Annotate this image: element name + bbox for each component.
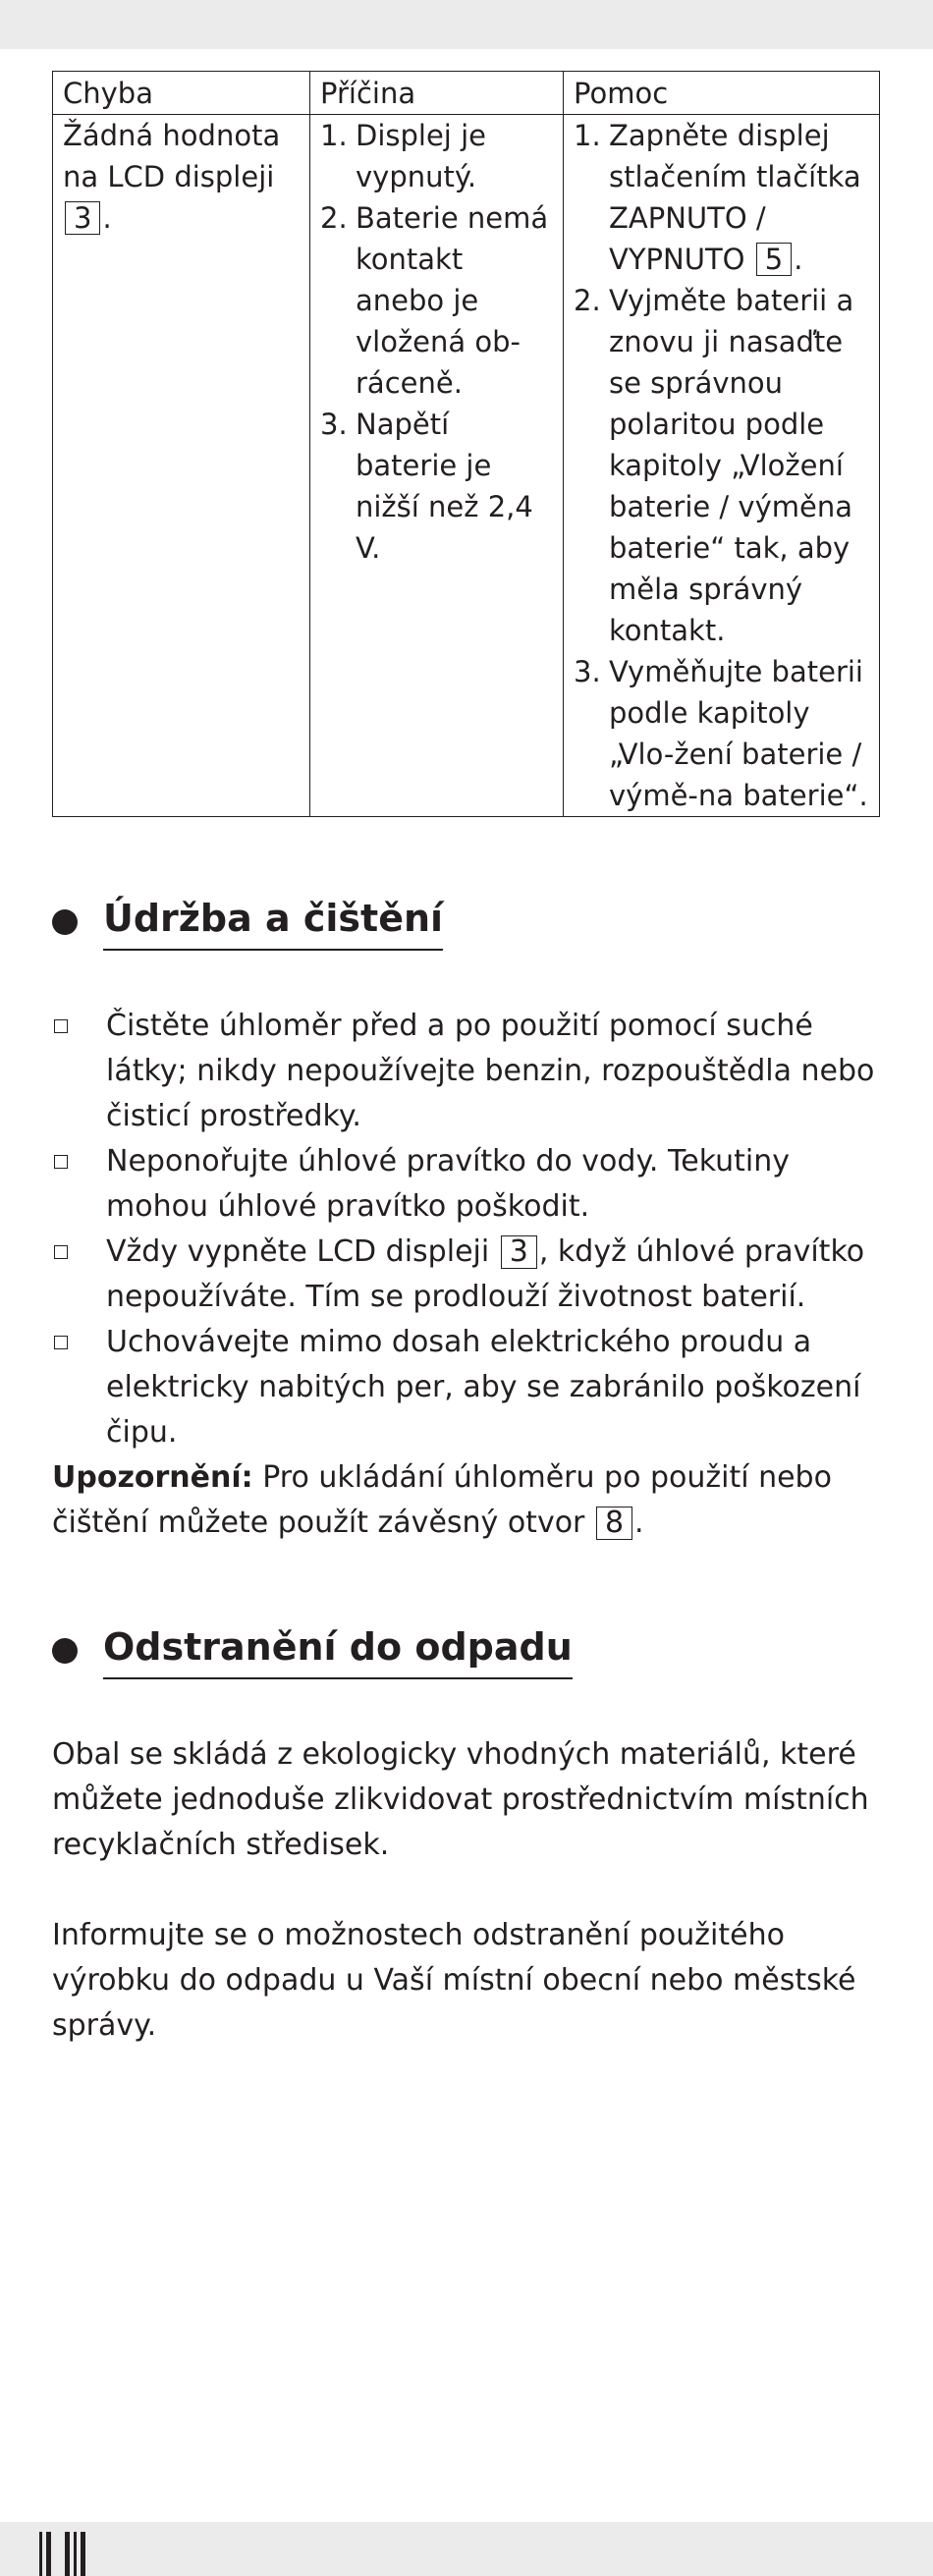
troubleshooting-table [52, 71, 880, 817]
checkbox-square-icon [54, 1155, 68, 1169]
list-item: Čistěte úhloměr před a po použití pomocí suché látky; nikdy nepoužívejte benzin, rozpouštědla nebo čisticí prostředky. [52, 1004, 879, 1139]
list-item: Vždy vypněte LCD displeji 3 , když úhlové pravítko nepoužíváte. Tím se prodlouží životnost baterií. [52, 1230, 879, 1320]
list-item: 3. Napětí baterie je nižší než 2,4 V. [320, 408, 533, 565]
disposal-title: Odstranění do odpadu [103, 1622, 573, 1679]
checkbox-square-icon [54, 1019, 68, 1033]
disposal-heading [52, 1622, 879, 1679]
disposal-paragraph-1: Obal se skládá z ekologicky vhodných materiálů, které můžete jednoduše zlikvidovat prostřednictvím místních recyklačních středisek. [52, 1737, 869, 1862]
maintenance-note: Upozornění: Pro ukládání úhloměru po použití nebo čištění můžete použít závěsný otvor 8 . [52, 1460, 832, 1540]
disposal-paragraph-2: Informujte se o možnostech odstranění použitého výrobku do odpadu u Vaší místní obecní nebo městské správy. [52, 1918, 856, 2043]
part-ref-box: 8 [596, 1507, 632, 1540]
part-ref-box: 3 [501, 1235, 537, 1269]
list-item: 1. Displej je vypnutý. [320, 119, 486, 193]
bullet-dot-icon [52, 1638, 78, 1664]
part-ref-box: 3 [65, 201, 100, 235]
manual-page [52, 71, 879, 2049]
list-item: Uchovávejte mimo dosah elektrického proudu a elektricky nabitých per, aby se zabránilo poškození čipu. [52, 1320, 879, 1455]
error-cell: Žádná hodnota na LCD displeji 3 . [53, 115, 310, 817]
page-marker-bars-icon [39, 2532, 89, 2576]
table-header-row [53, 72, 880, 115]
error-text: Žádná hodnota na LCD displeji [63, 119, 281, 193]
checkbox-square-icon [54, 1245, 68, 1259]
bottom-band [0, 2522, 933, 2576]
table-row [53, 115, 880, 817]
cause-list [320, 115, 555, 569]
bullet-dot-icon [52, 909, 78, 935]
checkbox-square-icon [54, 1336, 68, 1349]
header-error: Chyba [53, 72, 310, 115]
top-band [0, 0, 933, 49]
maintenance-list [52, 1004, 879, 1455]
list-item: 1. Zapněte displej stlačením tlačítka ZAPNUTO / VYPNUTO 5 . [574, 119, 861, 276]
cause-cell [310, 115, 564, 817]
list-item: 2. Vyjměte baterii a znovu ji nasaďte se správnou polaritou podle kapitoly „Vložení baterie / výměna baterie“ tak, aby měla správný kontakt. [574, 284, 854, 647]
part-ref-box: 5 [756, 243, 792, 276]
list-item: 2. Baterie nemá kontakt anebo je vložená ob-ráceně. [320, 201, 549, 400]
help-cell [564, 115, 880, 817]
maintenance-heading [52, 894, 879, 951]
note-label: Upozornění: [52, 1460, 253, 1495]
header-help: Pomoc [564, 72, 880, 115]
maintenance-title: Údržba a čištění [103, 894, 443, 951]
help-list [574, 115, 871, 816]
list-item: Neponořujte úhlové pravítko do vody. Tekutiny mohou úhlové pravítko poškodit. [52, 1139, 879, 1230]
header-cause: Příčina [310, 72, 564, 115]
list-item: 3. Vyměňujte baterii podle kapitoly „Vlo-žení baterie / výmě-na baterie“. [574, 655, 868, 812]
